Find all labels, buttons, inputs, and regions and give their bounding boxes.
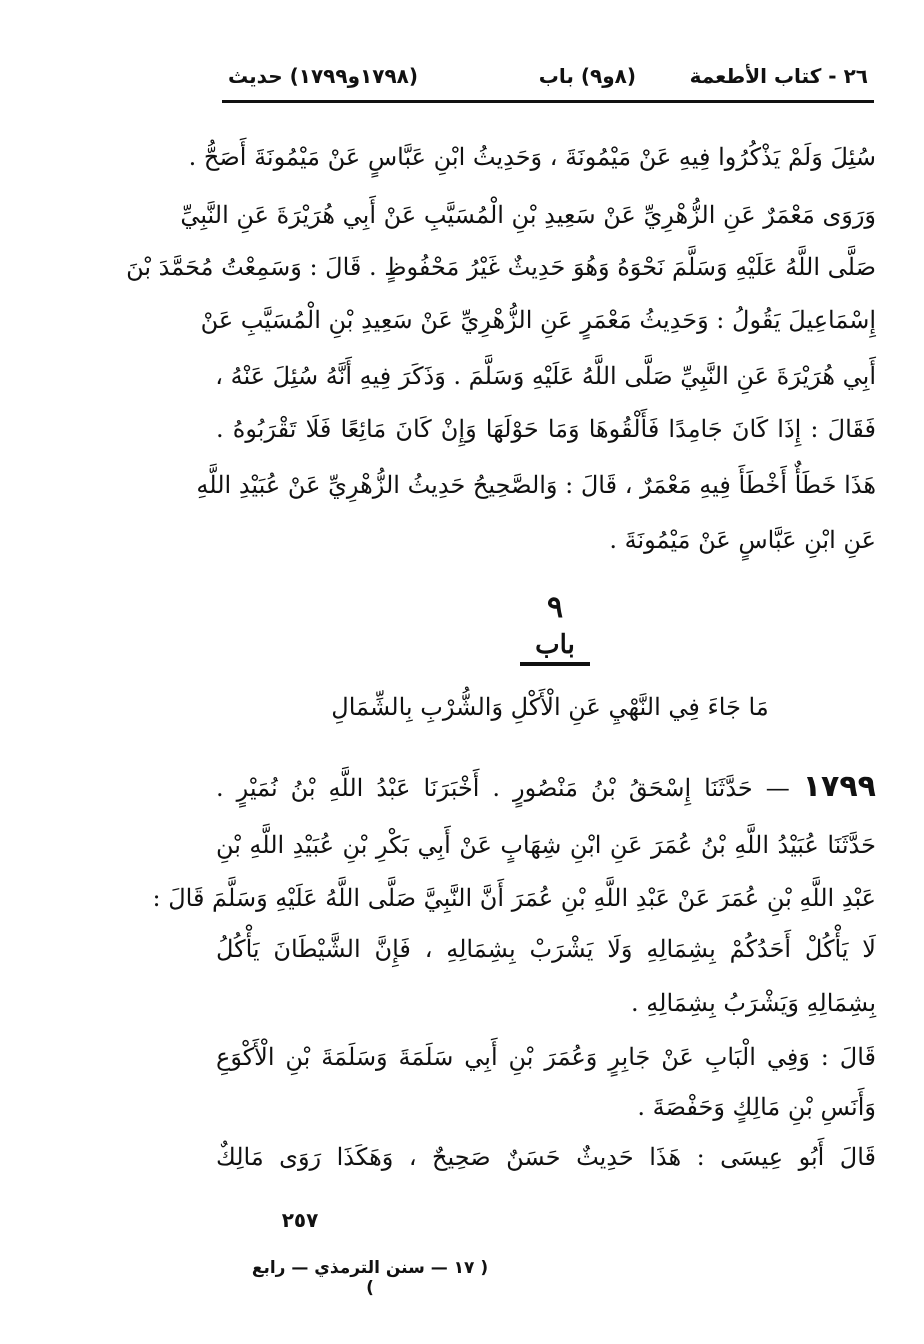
chapter-title: مَا جَاءَ فِي النَّهْيِ عَنِ الْأَكْلِ وَالشُّرْبِ بِالشِّمَالِ xyxy=(331,693,769,721)
hadith-grading-line: قَالَ أَبُو عِيسَى : هَذَا حَدِيثٌ حَسَنٌ صَحِيحٌ ، وَهَكَذَا رَوَى مَالِكٌ xyxy=(216,1143,876,1171)
hadith-bab-line: قَالَ : وَفِي الْبَابِ عَنْ جَابِرٍ وَعُمَرَ بْنِ أَبِي سَلَمَةَ وَسَلَمَةَ بْنِ الْأَكْوَعِ xyxy=(216,1043,876,1071)
body-line: إِسْمَاعِيلَ يَقُولُ : وَحَدِيثُ مَعْمَرٍ عَنِ الزُّهْرِيِّ عَنْ سَعِيدِ بْنِ الْمُسَيَّبِ عَنْ xyxy=(200,306,876,334)
body-line: هَذَا خَطَأٌ أَخْطَأَ فِيهِ مَعْمَرٌ ، قَالَ : وَالصَّحِيحُ حَدِيثُ الزُّهْرِيِّ عَنْ عُبَيْدِ اللَّهِ xyxy=(196,471,876,499)
chapter-underline xyxy=(520,662,590,666)
hadith-first-line xyxy=(216,770,876,805)
header-book-title: ٢٦ - كتاب الأطعمة xyxy=(689,64,868,88)
body-line: سُئِلَ وَلَمْ يَذْكُرُوا فِيهِ عَنْ مَيْمُونَةَ ، وَحَدِيثُ ابْنِ عَبَّاسٍ عَنْ مَيْمُونَةَ أَصَحُّ . xyxy=(188,143,876,171)
header-hadith-ref: (١٧٩٨و١٧٩٩) حديث xyxy=(228,64,418,88)
footer-signature: ( ١٧ — سنن الترمذي — رابع ) xyxy=(251,1258,489,1298)
hadith-line: عَبْدِ اللَّهِ بْنِ عُمَرَ عَنْ عَبْدِ اللَّهِ بْنِ عُمَرَ أَنَّ النَّبِيَّ صَلَّى اللَّهُ عَلَيْهِ وَسَلَّمَ قَالَ : xyxy=(152,884,876,912)
running-header xyxy=(222,58,874,98)
page-number: ٢٥٧ xyxy=(281,1208,319,1232)
body-line: وَرَوَى مَعْمَرٌ عَنِ الزُّهْرِيِّ عَنْ سَعِيدِ بْنِ الْمُسَيَّبِ عَنْ أَبِي هُرَيْرَةَ عَنِ النَّبِيِّ xyxy=(180,201,876,229)
body-line: أَبِي هُرَيْرَةَ عَنِ النَّبِيِّ صَلَّى اللَّهُ عَلَيْهِ وَسَلَّمَ . وَذَكَرَ فِيهِ أَنَّهُ سُئِلَ عَنْهُ ، xyxy=(215,362,876,390)
hadith-opening: — حَدَّثَنَا إِسْحَقُ بْنُ مَنْصُورٍ . أَخْبَرَنَا عَبْدُ اللَّهِ بْنُ نُمَيْرٍ . xyxy=(216,774,790,802)
hadith-bab-line: وَأَنَسِ بْنِ مَالِكٍ وَحَفْصَةَ . xyxy=(637,1093,876,1121)
body-line: صَلَّى اللَّهُ عَلَيْهِ وَسَلَّمَ نَحْوَهُ وَهُوَ حَدِيثٌ غَيْرُ مَحْفُوظٍ . قَالَ : وَسَمِعْتُ مُحَمَّدَ بْنَ xyxy=(126,253,876,281)
chapter-number: ٩ xyxy=(546,590,564,625)
hadith-line: لَا يَأْكُلْ أَحَدُكُمْ بِشِمَالِهِ وَلَا يَشْرَبْ بِشِمَالِهِ ، فَإِنَّ الشَّيْطَانَ يَأْكُلُ xyxy=(216,935,876,963)
hadith-line: بِشِمَالِهِ وَيَشْرَبُ بِشِمَالِهِ . xyxy=(631,989,876,1017)
header-rule xyxy=(222,100,874,103)
hadith-line: حَدَّثَنَا عُبَيْدُ اللَّهِ بْنُ عُمَرَ عَنِ ابْنِ شِهَابٍ عَنْ أَبِي بَكْرِ بْنِ عُبَيْدِ اللَّهِ بْنِ xyxy=(216,831,876,859)
body-line: عَنِ ابْنِ عَبَّاسٍ عَنْ مَيْمُونَةَ . xyxy=(609,526,876,554)
hadith-number: ١٧٩٩ xyxy=(802,769,876,804)
header-chapter-ref: (٨و٩) باب xyxy=(538,64,636,88)
chapter-label: باب xyxy=(535,630,575,660)
body-line: فَقَالَ : إِذَا كَانَ جَامِدًا فَأَلْقُوهَا وَمَا حَوْلَهَا وَإِنْ كَانَ مَائِعًا فَلَا تَقْرَبُوهُ . xyxy=(216,415,876,443)
